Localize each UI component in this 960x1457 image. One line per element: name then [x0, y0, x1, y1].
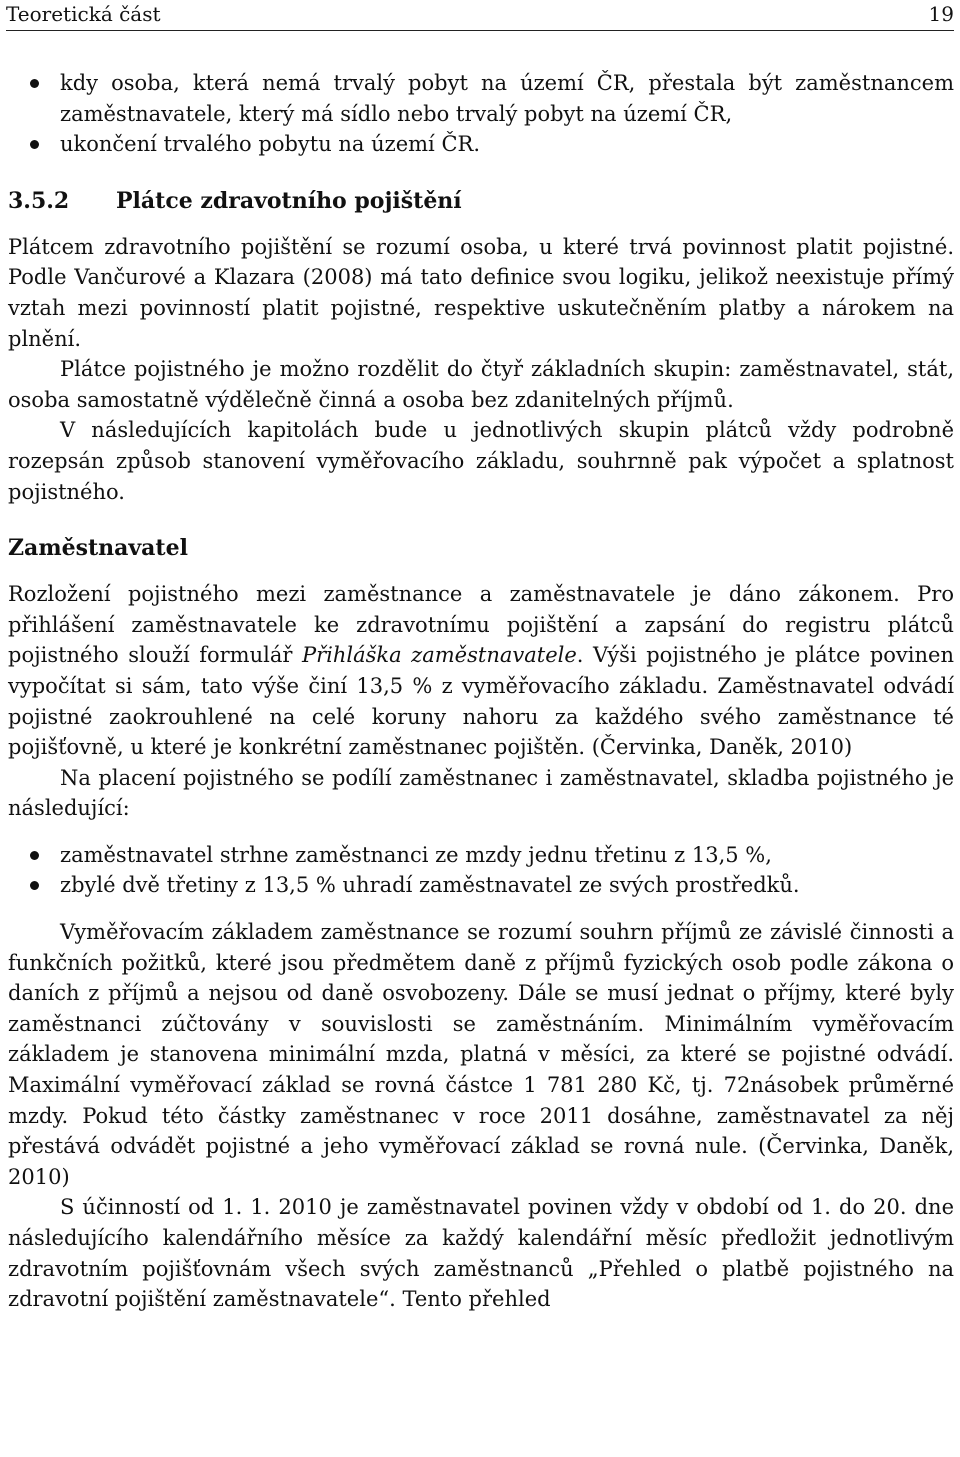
subheading: Zaměstnavatel [8, 535, 188, 562]
paragraph [8, 579, 954, 763]
paragraph: Na placení pojistného se podílí zaměstnanec i zaměstnavatel, skladba pojistného je následující: [8, 765, 954, 821]
page-number: 19 [928, 2, 954, 26]
paragraph: V následujících kapitolách bude u jednotlivých skupin plátců vždy podrobně rozepsán způsob stanovení vyměřovacího základu, souhrnně pak výpočet a splatnost pojistného. [8, 418, 954, 504]
section-title: Plátce zdravotního pojištění [116, 187, 462, 214]
section-heading [8, 186, 954, 216]
bullet-list-top [8, 68, 954, 160]
paragraph: Plátce pojistného je možno rozdělit do čtyř základních skupin: zaměstnavatel, stát, osoba samostatně výdělečně činná a osoba bez zdanitelných příjmů. [8, 357, 954, 412]
list-item: ukončení trvalého pobytu na území ČR. [8, 129, 954, 160]
paragraph: Vyměřovacím základem zaměstnance se rozumí souhrn příjmů ze závislé činnosti a funkčních požitků, které jsou předmětem daně z příjmů fyzických osob podle zákona o daních z příjmů a nejsou od daně osvobozeny. Dále se musí jednat o příjmy, které byly zaměstnanci zúčtovány v souvislosti se zaměstnáním. Minimálním vyměřovacím základem je stanovena minimální mzda, platná v měsíci, za které se pojistné odvádí. Maximální vyměřovací základ se rovná částce 1 781 280 Kč, tj. 72násobek průměrné mzdy. Pokud této částky zaměstnanec v roce 2011 dosáhne, zaměstnavatel za něj přestává odvádět pojistné a jeho vyměřovací základ se rovná nule. (Červinka, Daněk, 2010) [8, 920, 954, 1189]
header-section-title: Teoretická část [6, 2, 161, 26]
bullet-list-split [8, 840, 954, 901]
text-run: Rozložení pojistného mezi zaměstnance a zaměstnavatele je dáno zákonem. Pro přihlášení zaměstnavatele ke zdravotnímu pojištění a zapsání do registru plátců pojistného slouží formulář [8, 582, 954, 668]
list-item: zbylé dvě třetiny z 13,5 % uhradí zaměstnavatel ze svých prostředků. [8, 870, 954, 901]
form-name: Přihláška zaměstnavatele [301, 643, 577, 668]
page-header [6, 0, 954, 31]
paragraph: Plátcem zdravotního pojištění se rozumí osoba, u které trvá povinnost platit pojistné. Podle Vančurové a Klazara (2008) má tato definice svou logiku, jelikož neexistuje přímý vztah mezi povinností platit pojistné, respektive uskutečněním platby a nárokem na plnění. [8, 234, 954, 351]
page-body [8, 68, 954, 1315]
list-item: zaměstnavatel strhne zaměstnanci ze mzdy jednu třetinu z 13,5 %, [8, 840, 954, 871]
paragraph: S účinností od 1. 1. 2010 je zaměstnavatel povinen vždy v období od 1. do 20. dne následujícího kalendářního měsíce za každý kalendářní měsíc předložit jednotlivým zdravotním pojišťovnám všech svých zaměstnanců „Přehled o platbě pojistného na zdravotní pojištění zaměstnavatele“. Tento přehled [8, 1195, 954, 1312]
list-item: kdy osoba, která nemá trvalý pobyt na území ČR, přestala být zaměstnancem zaměstnavatele, který má sídlo nebo trvalý pobyt na území ČR, [8, 68, 954, 129]
text-run: . Výši pojistného je plátce povinen vypočítat si sám, tato výše činí 13,5 % z vyměřovacího základu. Zaměstnavatel odvádí pojistné zaokrouhlené na celé koruny nahoru za každého svého zaměstnance té pojišťovně, u které je konkrétní zaměstnanec pojištěn. (Červinka, Daněk, 2010) [8, 643, 954, 760]
section-number: 3.5.2 [8, 187, 70, 214]
